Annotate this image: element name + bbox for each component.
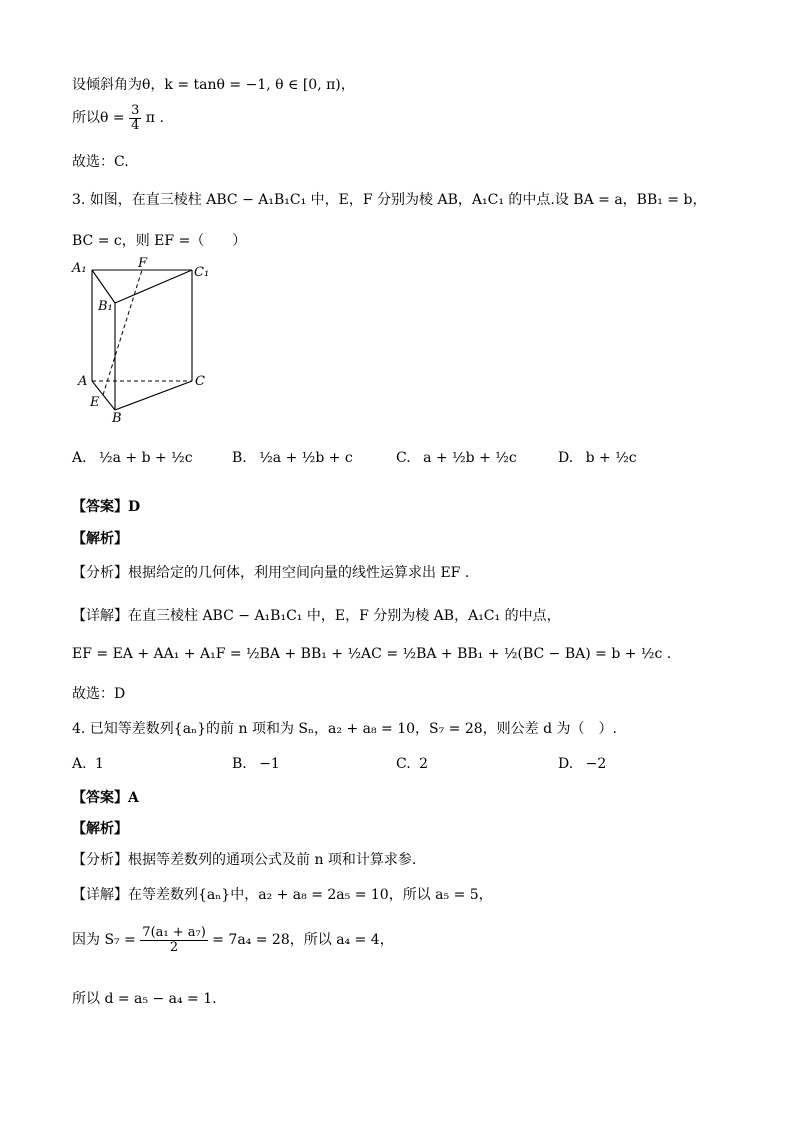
- label-f: F: [138, 256, 148, 271]
- s7-denominator: 2: [169, 939, 179, 955]
- q4-option-c-label: C.: [396, 756, 411, 772]
- q3-stem-line2: BC = c，则 EF =（ ）: [72, 233, 247, 249]
- label-e: E: [90, 395, 100, 410]
- theta-suffix: π .: [145, 110, 164, 127]
- q4-option-b[interactable]: [232, 756, 280, 772]
- q3-option-a[interactable]: [72, 450, 193, 466]
- segment-ef: [103, 270, 142, 395]
- prism-figure: [70, 255, 230, 425]
- edge-b1c1: [115, 270, 192, 303]
- q3-answer: 【答案】D: [72, 499, 141, 515]
- q4-option-d[interactable]: [558, 756, 606, 772]
- q4-answer: 【答案】A: [72, 790, 139, 806]
- label-c1: C₁: [194, 265, 210, 280]
- q4-option-a[interactable]: [72, 756, 104, 772]
- q4-fenxi: 【分析】根据等差数列的通项公式及前 n 项和计算求参.: [72, 852, 417, 868]
- q3-option-a-text: ½a + b + ½c: [99, 450, 193, 466]
- s7-fraction: [140, 926, 208, 954]
- label-b: B: [112, 411, 122, 425]
- q3-option-b-label: B.: [232, 450, 247, 466]
- label-a1: A₁: [72, 261, 87, 276]
- q3-stem-line1: 3. 如图，在直三棱柱 ABC − A₁B₁C₁ 中，E，F 分别为棱 AB，A₁C₁ 的中点.设 BA = a，BB₁ = b，: [72, 192, 707, 208]
- q4-option-d-label: D.: [558, 756, 574, 772]
- q3-equation: EF = EA + AA₁ + A₁F = ½BA + BB₁ + ½AC = ½BA + BB₁ + ½(BC − BA) = b + ½c .: [72, 646, 672, 662]
- s7-prefix: 因为 S₇ =: [72, 932, 136, 949]
- q4-s7-line: [72, 926, 394, 954]
- q3-option-a-label: A.: [72, 450, 87, 466]
- q4-final: 所以 d = a₅ − a₄ = 1.: [72, 991, 217, 1007]
- theta-denominator: 4: [131, 117, 140, 133]
- q3-option-c-label: C.: [396, 450, 411, 466]
- line-theta-result: [72, 104, 164, 132]
- label-b1: B₁: [98, 299, 113, 314]
- theta-numerator: 3: [131, 103, 140, 118]
- q4-option-a-text: 1: [95, 756, 104, 772]
- q3-option-b[interactable]: [232, 450, 353, 466]
- choice-line-q2: 故选：C.: [72, 154, 129, 170]
- q4-option-c[interactable]: [396, 756, 428, 772]
- q4-xiangjie: 【详解】在等差数列{aₙ}中，a₂ + a₈ = 2a₅ = 10，所以 a₅ = 5，: [72, 887, 493, 903]
- label-a: A: [78, 374, 88, 389]
- q3-xiangjie: 【详解】在直三棱柱 ABC − A₁B₁C₁ 中，E，F 分别为棱 AB，A₁C₁ 的中点，: [72, 608, 561, 624]
- q3-analysis-heading: 【解析】: [72, 531, 128, 547]
- q4-option-b-text: −1: [259, 756, 280, 772]
- q3-option-c[interactable]: [396, 450, 517, 466]
- theta-prefix: 所以θ =: [72, 110, 125, 127]
- q4-option-c-text: 2: [419, 756, 429, 772]
- label-c: C: [195, 374, 205, 389]
- line-inclination: 设倾斜角为θ，k = tanθ = −1, θ ∈ [0, π)，: [72, 77, 355, 93]
- q3-option-d[interactable]: [558, 450, 637, 466]
- q4-stem: 4. 已知等差数列{aₙ}的前 n 项和为 Sₙ，a₂ + a₈ = 10，S₇ = 28，则公差 d 为（ ）.: [72, 721, 617, 737]
- q4-analysis-heading: 【解析】: [72, 821, 128, 837]
- q4-option-b-label: B.: [232, 756, 247, 772]
- q3-choice: 故选：D: [72, 686, 126, 702]
- s7-suffix: = 7a₄ = 28，所以 a₄ = 4，: [212, 932, 394, 949]
- theta-fraction: [129, 104, 141, 132]
- q3-option-d-text: b + ½c: [585, 450, 637, 466]
- q4-option-a-label: A.: [72, 756, 87, 772]
- s7-numerator: 7(a₁ + a₇): [142, 925, 206, 940]
- edge-bc: [115, 381, 192, 410]
- q3-option-c-text: a + ½b + ½c: [423, 450, 517, 466]
- q3-option-d-label: D.: [558, 450, 574, 466]
- q3-fenxi: 【分析】根据给定的几何体，利用空间向量的线性运算求出 EF .: [72, 565, 470, 581]
- q3-option-b-text: ½a + ½b + c: [259, 450, 353, 466]
- q4-option-d-text: −2: [585, 756, 607, 772]
